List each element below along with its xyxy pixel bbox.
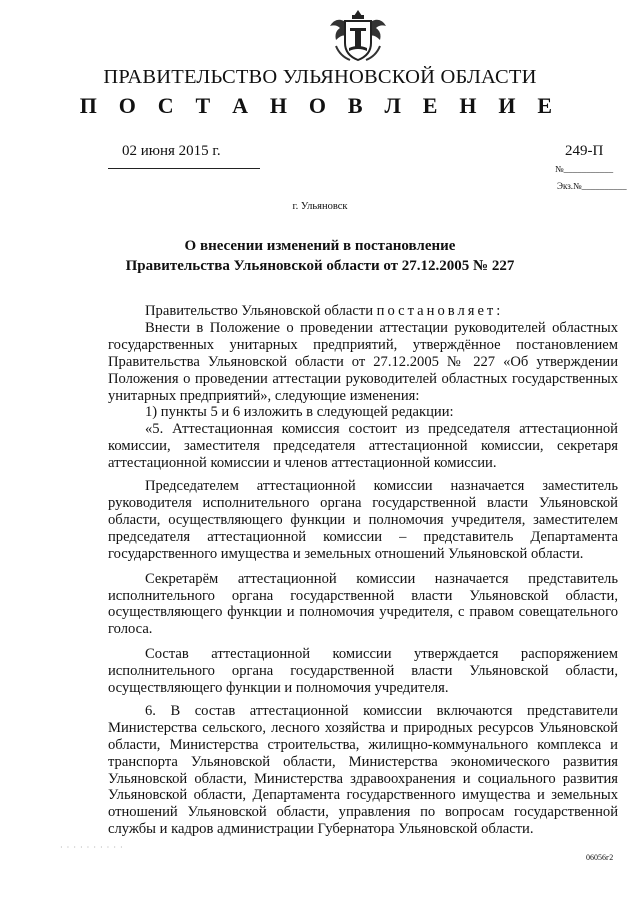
body-paragraph-8: 6. В состав аттестационной комиссии включаются представители Министерства сельского, лесного хозяйства и природных ресурсов Ульяновской области, Министерства строительства, жилищно-коммунального комплекса и транспорта Ульяновской области, Министерства экономического развития Ульяновской области, Министерства здравоохранения и социального развития Ульяновской области, Департамента государственного имущества и земельных отношений Ульяновской области, управления по вопросам государственной службы и кадров администрации Губернатора Ульяновской области. [108, 702, 618, 838]
government-title: ПРАВИТЕЛЬСТВО УЛЬЯНОВСКОЙ ОБЛАСТИ [103, 66, 537, 88]
body-paragraph-2: Внести в Положение о проведении аттестации руководителей областных государственных унитарных предприятий, утверждённое постановлением Правительства Ульяновской области от 27.12.2005 № 227 «Об утверждении Положения о проведении аттестации руководителей областных государственных унитарных предприятий», следующие изменения: [108, 319, 618, 404]
city: г. Ульяновск [292, 201, 348, 212]
document-subject [0, 236, 640, 276]
copy-field: Экз.№__________ [557, 181, 627, 191]
body-paragraph-6: Секретарём аттестационной комиссии назначается представитель исполнительного органа государственной власти Ульяновской области, осуществляющего функции и полномочия учредителя, с правом совещательного голоса. [108, 570, 618, 638]
date-underline [108, 168, 260, 169]
body-paragraph-5: Председателем аттестационной комиссии назначается заместитель руководителя исполнительного органа государственной власти Ульяновской области, осуществляющего функции и полномочия учредителя, заместителем председателя аттестационной комиссии – представитель Департамента государственного имущества и земельных отношений Ульяновской области. [108, 478, 618, 562]
subject-line-1: О внесении изменений в постановление [184, 238, 456, 254]
resolution-verb: постановляет: [376, 303, 504, 319]
resolution-intro: Правительство Ульяновской области [145, 303, 377, 319]
body-paragraph-4: «5. Аттестационная комиссия состоит из председателя аттестационной комиссии, заместителя председателя аттестационной комиссии, секретаря аттестационной комиссии и членов аттестационной комиссии. [108, 421, 618, 472]
document-date: 02 июня 2015 г. [122, 143, 221, 159]
body-paragraph-3: 1) пункты 5 и 6 изложить в следующей редакции: [145, 404, 454, 421]
number-field: №___________ [555, 164, 614, 174]
footer-code: 06056г2 [586, 853, 614, 862]
document-type: П О С Т А Н О В Л Е Н И Е [79, 93, 561, 118]
body-paragraph-7: Состав аттестационной комиссии утверждается распоряжением исполнительного органа государственной власти Ульяновской области, осуществляющего функции и полномочия учредителя. [108, 646, 618, 697]
coat-of-arms-icon [328, 6, 388, 64]
subject-line-2: Правительства Ульяновской области от 27.12.2005 № 227 [125, 258, 515, 274]
body-paragraph-1 [108, 303, 618, 320]
document-body [108, 303, 618, 838]
document-number: 249-П [565, 143, 604, 159]
scan-mark: · · · · · · · · · · [60, 843, 124, 852]
